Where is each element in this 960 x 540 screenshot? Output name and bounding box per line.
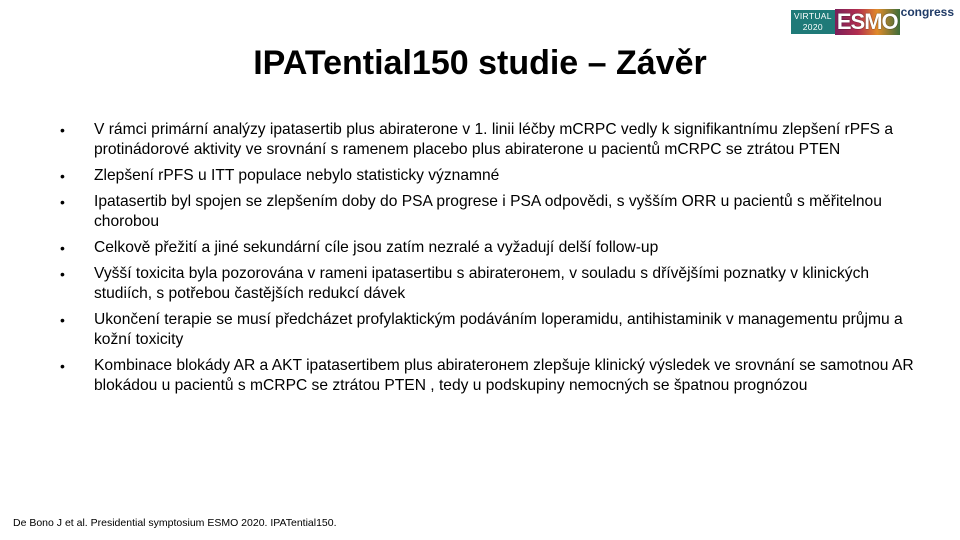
bullet-marker: • (60, 266, 65, 282)
bullet-item (60, 238, 920, 258)
bullet-marker: • (60, 194, 65, 210)
footnote-reference: De Bono J et al. Presidential symptosium ESMO 2020. IPATential150. (13, 517, 337, 529)
esmo-logo (791, 7, 954, 37)
logo-year-text: 2020 (802, 22, 823, 32)
bullet-marker: • (60, 240, 65, 256)
logo-virtual-badge (791, 10, 835, 34)
bullet-marker: • (60, 312, 65, 328)
bullet-text: Vyšší toxicita byla pozorována v rameni ipatasertibu s abiraterонem, v souladu s dřívějšími poznatky v klinických studiích, s potřebou častějších redukcí dávek (94, 265, 870, 302)
bullet-item (60, 310, 920, 350)
bullet-text: Ipatasertib byl spojen se zlepšením doby do PSA progrese i PSA odpovědi, s vyšším ORR u pacientů s měřitelnou chorobou (94, 193, 882, 230)
bullet-text: Zlepšení rPFS u ITT populace nebylo statisticky významné (94, 167, 500, 184)
bullet-text: Celkově přežití a jiné sekundární cíle jsou zatím nezralé a vyžadují delší follow-up (94, 239, 659, 256)
bullet-item (60, 166, 920, 186)
bullet-text: V rámci primární analýzy ipatasertib plus abiraterone v 1. linii léčby mCRPC vedly k signifikantnímu zlepšení rPFS a protinádorové aktivity ve srovnání s ramenem placebo plus abiraterone u pacientů mCRPC se ztrátou PTEN (94, 121, 894, 158)
bullet-item (60, 356, 920, 396)
logo-congress-text: congress (900, 5, 954, 19)
slide-title: IPATential150 studie – Závěr (253, 44, 707, 82)
bullet-item (60, 264, 920, 304)
bullet-item (60, 192, 920, 232)
logo-esmo-text: ESMO (836, 9, 898, 34)
bullet-marker: • (60, 122, 65, 138)
bullet-list (60, 120, 920, 402)
bullet-marker: • (60, 168, 65, 184)
bullet-item (60, 120, 920, 160)
logo-virtual-text: VIRTUAL (793, 11, 832, 21)
bullet-marker: • (60, 358, 65, 374)
bullet-text: Kombinace blokády AR a AKT ipatasertibem plus abiraterонem zlepšuje klinický výsledek ve srovnání se samotnou AR blokádou u pacientů s mCRPC se ztrátou PTEN , tedy u podskupiny nemocných se špatnou prognózou (94, 357, 914, 394)
logo-esmo-wordmark (835, 9, 900, 35)
bullet-text: Ukončení terapie se musí předcházet profylaktickým podáváním loperamidu, antihistaminik v managementu průjmu a kožní toxicity (94, 311, 903, 348)
